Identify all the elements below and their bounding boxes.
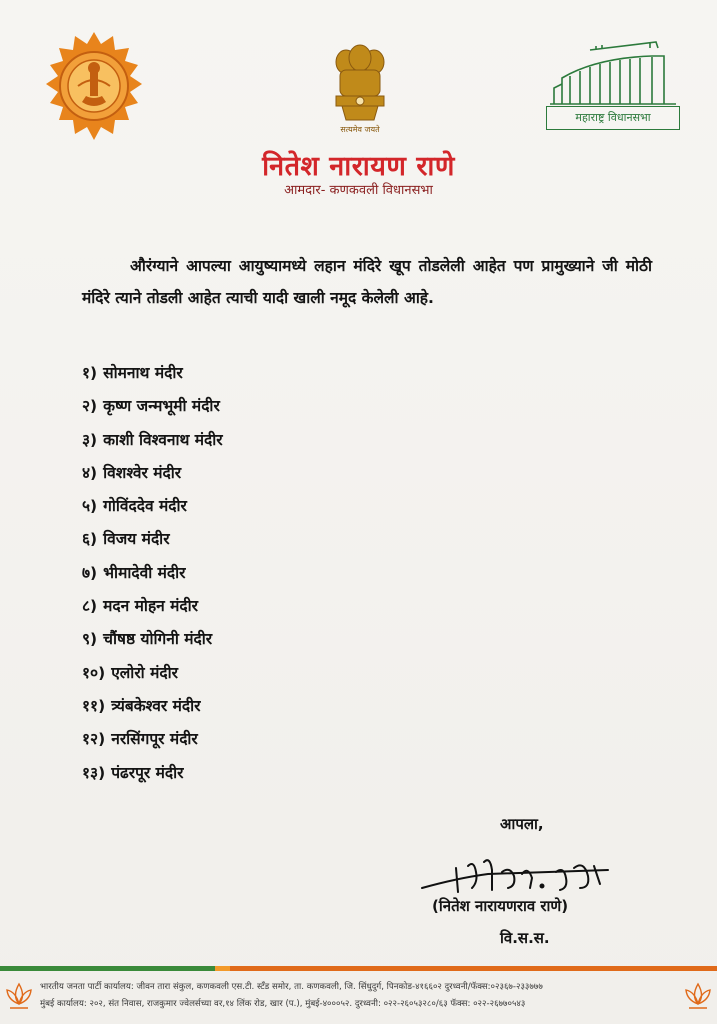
intro-paragraph	[82, 250, 652, 314]
list-item-number: ८)	[82, 597, 98, 616]
bjp-lotus-icon	[683, 978, 713, 1012]
list-item-text: पंढरपूर मंदीर	[111, 763, 184, 782]
list-item-text: विशश्वेर मंदीर	[103, 463, 182, 482]
list-item-number: ३)	[82, 430, 98, 449]
list-item-number: ७)	[82, 563, 98, 582]
list-item-text: एलोरो मंदीर	[111, 663, 178, 682]
list-item-text: काशी विश्वनाथ मंदीर	[103, 430, 223, 449]
list-item	[82, 723, 223, 756]
footer-address-line-2: मुंबई कार्यालय: २०२, संत निवास, राजकुमार ज्वेलर्सच्या वर,१४ लिंक रोड, खार (प.), मुंबई-४०००५२. दुरध्वनी: ०२२-२६०५३२८०/६३ फॅक्स: ०२२-२६७७०५४३	[40, 999, 526, 1009]
list-item	[82, 757, 223, 790]
ashoka-emblem	[328, 44, 392, 136]
mla-name: नितेश नारायण राणे	[262, 151, 455, 182]
temple-list	[82, 357, 223, 790]
list-item	[82, 523, 223, 556]
footer-address-line-1: भारतीय जनता पार्टी कार्यालय: जीवन तारा संकुल, कणकवली एस.टी. स्टँड समोर, ता. कणकवली, जि. सिंधुदुर्ग, पिनकोड-४१६६०२ दुरध्वनी/फॅक्स:०२३६७-२३३७७७	[40, 982, 543, 992]
list-item	[82, 490, 223, 523]
list-item	[82, 390, 223, 423]
national-motto: सत्यमेव जयते	[340, 125, 380, 134]
signer-post: वि.स.स.	[500, 929, 550, 947]
list-item-number: १३)	[82, 763, 106, 782]
vidhan-bhavan-icon	[540, 38, 686, 108]
ashoka-emblem-icon	[328, 44, 392, 124]
list-item	[82, 357, 223, 390]
list-item	[82, 590, 223, 623]
list-item-number: २)	[82, 397, 98, 416]
mla-designation: आमदार- कणकवली विधानसभा	[284, 183, 433, 198]
list-item-number: ४)	[82, 463, 98, 482]
list-item-text: गोविंददेव मंदीर	[103, 497, 187, 516]
maharashtra-seal-icon	[38, 30, 150, 142]
list-item-number: ११)	[82, 696, 106, 715]
list-item-number: १०)	[82, 663, 106, 682]
list-item-number: ५)	[82, 497, 98, 516]
list-item-text: भीमादेवी मंदीर	[103, 563, 186, 582]
list-item-text: त्र्यंबकेश्वर मंदीर	[111, 696, 201, 715]
list-item-number: १)	[82, 364, 98, 382]
signer-name: (नितेश नारायणराव राणे)	[432, 897, 569, 915]
list-item-number: ९)	[82, 630, 98, 649]
vidhan-sabha-caption: महाराष्ट्र विधानसभा	[546, 106, 680, 130]
intro-text: औरंग्याने आपल्या आयुष्यामध्ये लहान मंदिरे खूप तोडलेली आहेत पण प्रामुख्याने जी मोठी मंदिरे त्याने तोडली आहेत त्याची यादी खाली नमूद केलेली आहे.	[82, 257, 652, 307]
bjp-lotus-icon	[4, 978, 34, 1012]
list-item-text: नरसिंगपूर मंदीर	[111, 730, 198, 749]
list-item-number: ६)	[82, 530, 98, 549]
vidhan-sabha-emblem	[540, 38, 686, 138]
closing-salutation: आपला,	[500, 815, 544, 833]
list-item-number: १२)	[82, 730, 106, 749]
list-item-text: कृष्ण जन्मभूमी मंदीर	[103, 397, 220, 416]
list-item	[82, 424, 223, 457]
list-item	[82, 623, 223, 656]
handwritten-signature	[418, 848, 618, 898]
list-item	[82, 657, 223, 690]
list-item-text: सोमनाथ मंदीर	[103, 364, 183, 382]
list-item	[82, 457, 223, 490]
list-item-text: मदन मोहन मंदीर	[103, 597, 199, 616]
list-item	[82, 557, 223, 590]
list-item-text: विजय मंदीर	[103, 530, 170, 549]
footer-divider-orange	[230, 966, 717, 971]
list-item-text: चौंषष्ठ योगिनी मंदीर	[103, 630, 213, 649]
list-item	[82, 690, 223, 723]
